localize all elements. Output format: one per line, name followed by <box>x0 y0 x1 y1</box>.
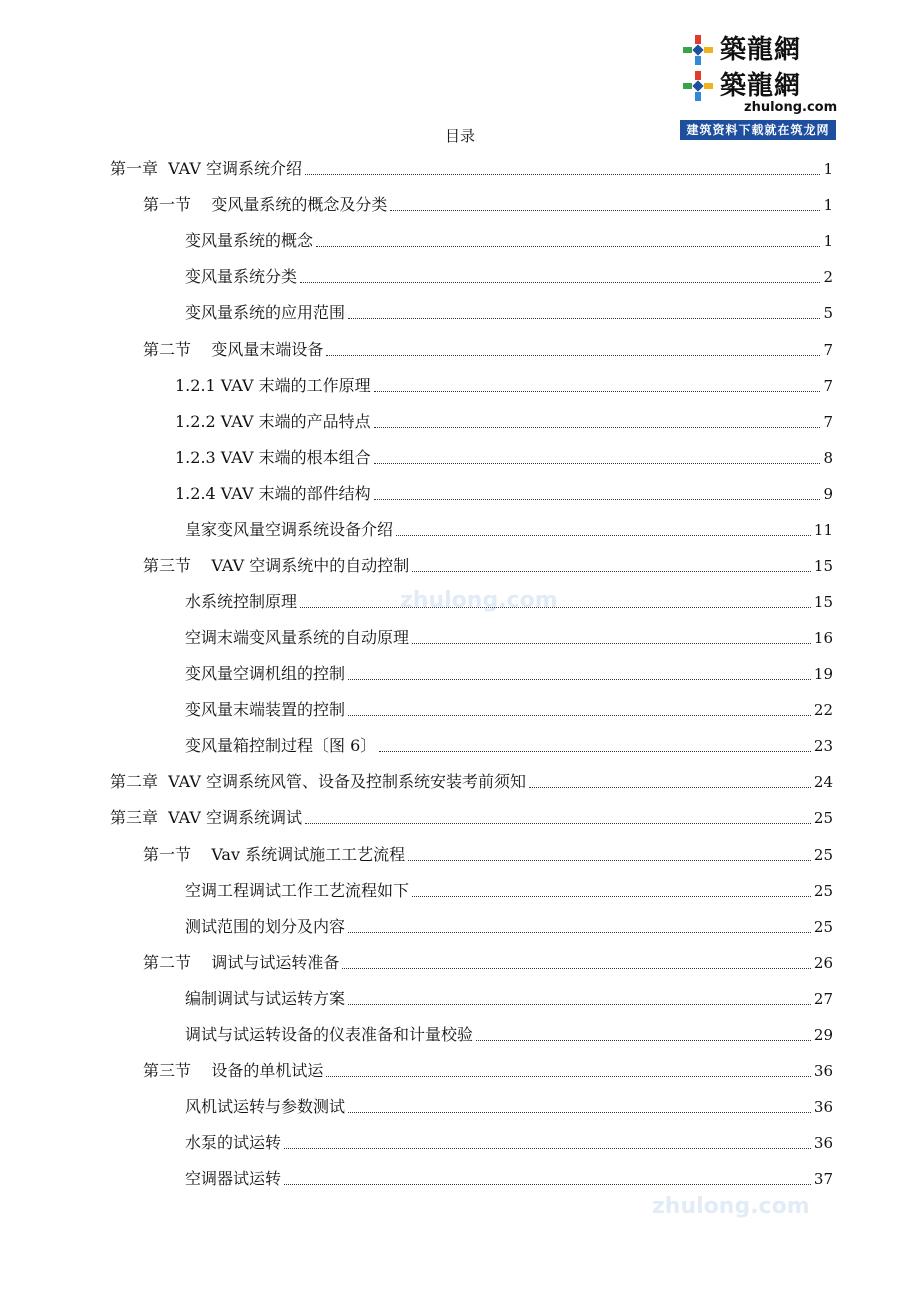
toc-leader-dots <box>412 571 811 572</box>
toc-page-number: 25 <box>813 918 833 936</box>
toc-entry[interactable] <box>185 662 833 684</box>
toc-page-number: 8 <box>823 449 833 467</box>
toc-leader-dots <box>342 968 811 969</box>
toc-leader-dots <box>396 535 811 536</box>
toc-leader-dots <box>412 643 811 644</box>
toc-leader-dots <box>284 1148 811 1149</box>
toc-entry[interactable] <box>110 157 833 179</box>
toc-entry-label: 第三节 设备的单机试运 <box>143 1061 324 1080</box>
toc-page-number: 1 <box>823 196 833 214</box>
toc-leader-dots <box>408 860 811 861</box>
toc-entry-label: 第二章 VAV 空调系统风管、设备及控制系统安装考前须知 <box>110 772 527 791</box>
toc-entry[interactable] <box>185 1131 833 1153</box>
toc-entry[interactable] <box>185 301 833 323</box>
toc-entry-label: 变风量末端装置的控制 <box>185 700 346 719</box>
toc-entry[interactable] <box>175 410 833 432</box>
toc-page-number: 11 <box>813 521 833 539</box>
toc-leader-dots <box>305 174 820 175</box>
toc-entry-label: 1.2.3 VAV 末端的根本组合 <box>175 448 371 467</box>
toc-page-number: 36 <box>813 1134 833 1152</box>
toc-entry[interactable] <box>185 518 833 540</box>
toc-page-number: 7 <box>823 413 833 431</box>
toc-title: 目录 <box>444 127 475 145</box>
toc-page-number: 25 <box>813 846 833 864</box>
toc-entry-label: 空调工程调试工作工艺流程如下 <box>185 881 410 900</box>
toc-entry-label: 水泵的试运转 <box>185 1133 282 1152</box>
toc-leader-dots <box>326 1076 811 1077</box>
toc-entry[interactable] <box>143 554 833 576</box>
toc-entry-label: 空调末端变风量系统的自动原理 <box>185 628 410 647</box>
toc-entry-label: 调试与试运转设备的仪表准备和计量校验 <box>185 1025 474 1044</box>
toc-leader-dots <box>348 715 811 716</box>
toc-page-number: 15 <box>813 557 833 575</box>
toc-entry[interactable] <box>185 915 833 937</box>
toc-entry-label: 1.2.2 VAV 末端的产品特点 <box>175 412 371 431</box>
toc-entry[interactable] <box>110 806 833 828</box>
logo-slogan-banner: 建筑资料下载就在筑龙网 <box>680 120 836 140</box>
toc-leader-dots <box>374 499 821 500</box>
toc-entry[interactable] <box>175 482 833 504</box>
toc-leader-dots <box>348 1112 811 1113</box>
toc-leader-dots <box>348 318 820 319</box>
logo-brand-text: 築龍網 <box>720 35 802 65</box>
toc-entry-label: 编制调试与试运转方案 <box>185 989 346 1008</box>
toc-entry-label: 1.2.4 VAV 末端的部件结构 <box>175 484 371 503</box>
toc-page-number: 9 <box>823 485 833 503</box>
toc-entry[interactable] <box>143 338 833 360</box>
toc-entry[interactable] <box>185 879 833 901</box>
toc-page-number: 7 <box>823 377 833 395</box>
toc-entry[interactable] <box>185 1023 833 1045</box>
toc-leader-dots <box>390 210 820 211</box>
toc-entry[interactable] <box>185 265 833 287</box>
toc-leader-dots <box>300 282 820 283</box>
toc-entry-label: 第三节 VAV 空调系统中的自动控制 <box>143 556 410 575</box>
toc-leader-dots <box>379 751 811 752</box>
toc-entry-label: 变风量箱控制过程〔图 6〕 <box>185 736 377 755</box>
toc-page-number: 1 <box>823 232 833 250</box>
toc-entry-label: 第一节 Vav 系统调试施工工艺流程 <box>143 845 406 864</box>
toc-entry[interactable] <box>143 193 833 215</box>
toc-entry[interactable] <box>143 1059 833 1081</box>
toc-entry[interactable] <box>185 1167 833 1189</box>
logo-brand-text: 築龍網 <box>720 71 802 101</box>
toc-page-number: 5 <box>823 304 833 322</box>
toc-entry[interactable] <box>185 734 833 756</box>
toc-leader-dots <box>348 1004 811 1005</box>
toc-entry-label: 变风量系统的概念 <box>185 231 314 250</box>
watermark-text: zhulong.com <box>400 588 558 613</box>
toc-leader-dots <box>300 607 811 608</box>
toc-leader-dots <box>305 823 811 824</box>
toc-page-number: 15 <box>813 593 833 611</box>
toc-entry-label: 第二节 变风量末端设备 <box>143 340 324 359</box>
toc-page-number: 29 <box>813 1026 833 1044</box>
toc-page-number: 36 <box>813 1098 833 1116</box>
toc-entry[interactable] <box>143 843 833 865</box>
toc-entry[interactable] <box>175 446 833 468</box>
toc-entry[interactable] <box>185 229 833 251</box>
toc-entry-label: 1.2.1 VAV 末端的工作原理 <box>175 376 371 395</box>
toc-page-number: 1 <box>823 160 833 178</box>
toc-entry[interactable] <box>185 626 833 648</box>
toc-entry-label: 变风量系统分类 <box>185 267 298 286</box>
toc-entry-label: 第一节 变风量系统的概念及分类 <box>143 195 388 214</box>
toc-leader-dots <box>529 787 811 788</box>
toc-page-number: 27 <box>813 990 833 1008</box>
toc-entry[interactable] <box>185 590 833 612</box>
toc-entry-label: 变风量空调机组的控制 <box>185 664 346 683</box>
toc-leader-dots <box>348 932 811 933</box>
toc-entry-label: 第一章 VAV 空调系统介绍 <box>110 159 303 178</box>
watermark-text: zhulong.com <box>652 1194 810 1219</box>
toc-page-number: 2 <box>823 268 833 286</box>
toc-page-number: 19 <box>813 665 833 683</box>
toc-leader-dots <box>326 355 820 356</box>
toc-entry[interactable] <box>143 951 833 973</box>
toc-page-number: 36 <box>813 1062 833 1080</box>
toc-entry-label: 水系统控制原理 <box>185 592 298 611</box>
toc-page-number: 23 <box>813 737 833 755</box>
toc-leader-dots <box>374 463 821 464</box>
toc-entry[interactable] <box>175 374 833 396</box>
toc-entry-label: 变风量系统的应用范围 <box>185 303 346 322</box>
toc-entry-label: 第二节 调试与试运转准备 <box>143 953 340 972</box>
toc-leader-dots <box>374 391 821 392</box>
toc-page-number: 25 <box>813 882 833 900</box>
toc-entry[interactable] <box>185 1095 833 1117</box>
toc-entry[interactable] <box>185 698 833 720</box>
toc-entry-label: 第三章 VAV 空调系统调试 <box>110 808 303 827</box>
toc-entry-label: 测试范围的划分及内容 <box>185 917 346 936</box>
toc-page-number: 16 <box>813 629 833 647</box>
toc-entry-label: 空调器试运转 <box>185 1169 282 1188</box>
toc-leader-dots <box>476 1040 811 1041</box>
toc-entry[interactable] <box>110 770 833 792</box>
toc-leader-dots <box>316 246 820 247</box>
logo-domain: zhulong.com <box>744 100 838 115</box>
toc-entry-label: 风机试运转与参数测试 <box>185 1097 346 1116</box>
toc-page-number: 22 <box>813 701 833 719</box>
toc-page-number: 26 <box>813 954 833 972</box>
toc-page-number: 7 <box>823 341 833 359</box>
toc-entry[interactable] <box>185 987 833 1009</box>
toc-entry-label: 皇家变风量空调系统设备介绍 <box>185 520 394 539</box>
toc-leader-dots <box>284 1184 811 1185</box>
toc-leader-dots <box>348 679 811 680</box>
toc-leader-dots <box>412 896 811 897</box>
toc-page-number: 24 <box>813 773 833 791</box>
toc-leader-dots <box>374 427 821 428</box>
toc-page-number: 37 <box>813 1170 833 1188</box>
toc-page-number: 25 <box>813 809 833 827</box>
